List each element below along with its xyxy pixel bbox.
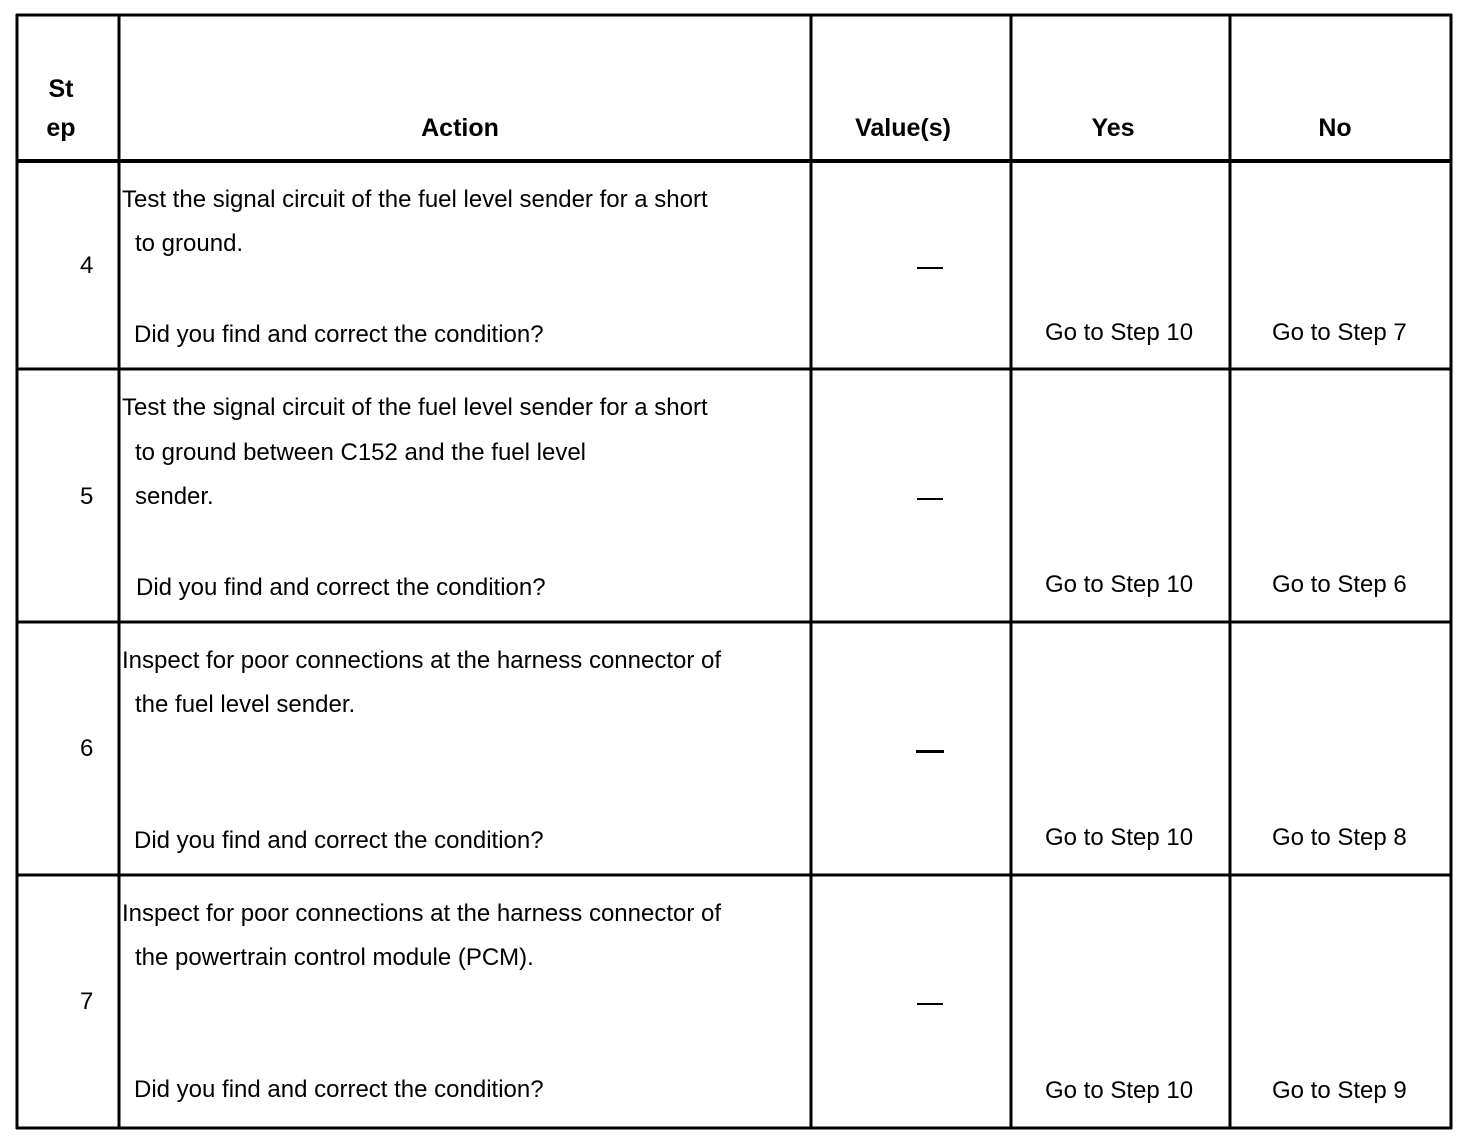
no-result: Go to Step 6 — [1272, 571, 1407, 598]
header-yes: Yes — [1091, 114, 1135, 142]
no-result: Go to Step 9 — [1272, 1077, 1407, 1104]
action-question: Did you find and correct the condition? — [134, 321, 544, 348]
action-text-line: sender. — [135, 483, 214, 510]
action-text-line: to ground. — [135, 230, 244, 257]
yes-result: Go to Step 10 — [1045, 824, 1194, 851]
action-text-line: to ground between C152 and the fuel level — [135, 439, 586, 466]
step-number: 7 — [80, 988, 94, 1015]
action-text-line: Test the signal circuit of the fuel level sender for a short — [122, 186, 708, 213]
step-number: 6 — [80, 735, 94, 762]
header-no: No — [1318, 114, 1352, 142]
step-number: 4 — [80, 252, 94, 279]
yes-result: Go to Step 10 — [1045, 1077, 1194, 1104]
yes-result: Go to Step 10 — [1045, 319, 1194, 346]
action-question: Did you find and correct the condition? — [134, 1076, 544, 1103]
header-action: Action — [421, 114, 499, 142]
value-dash — [917, 498, 943, 500]
no-result: Go to Step 7 — [1272, 319, 1407, 346]
header-values: Value(s) — [855, 114, 951, 142]
value-dash — [917, 267, 943, 269]
action-text-line: the powertrain control module (PCM). — [135, 944, 534, 971]
action-text-line: Inspect for poor connections at the harness connector of — [122, 647, 722, 674]
no-result: Go to Step 8 — [1272, 824, 1407, 851]
action-question: Did you find and correct the condition? — [136, 574, 546, 601]
action-text-line: the fuel level sender. — [135, 691, 356, 718]
value-dash — [916, 750, 944, 753]
step-number: 5 — [80, 483, 94, 510]
header-step-line1: St — [48, 75, 74, 103]
header-step-line2: ep — [46, 114, 76, 142]
action-text-line: Test the signal circuit of the fuel level sender for a short — [122, 394, 708, 421]
value-dash — [917, 1003, 943, 1005]
action-question: Did you find and correct the condition? — [134, 827, 544, 854]
action-text-line: Inspect for poor connections at the harness connector of — [122, 900, 722, 927]
yes-result: Go to Step 10 — [1045, 571, 1194, 598]
